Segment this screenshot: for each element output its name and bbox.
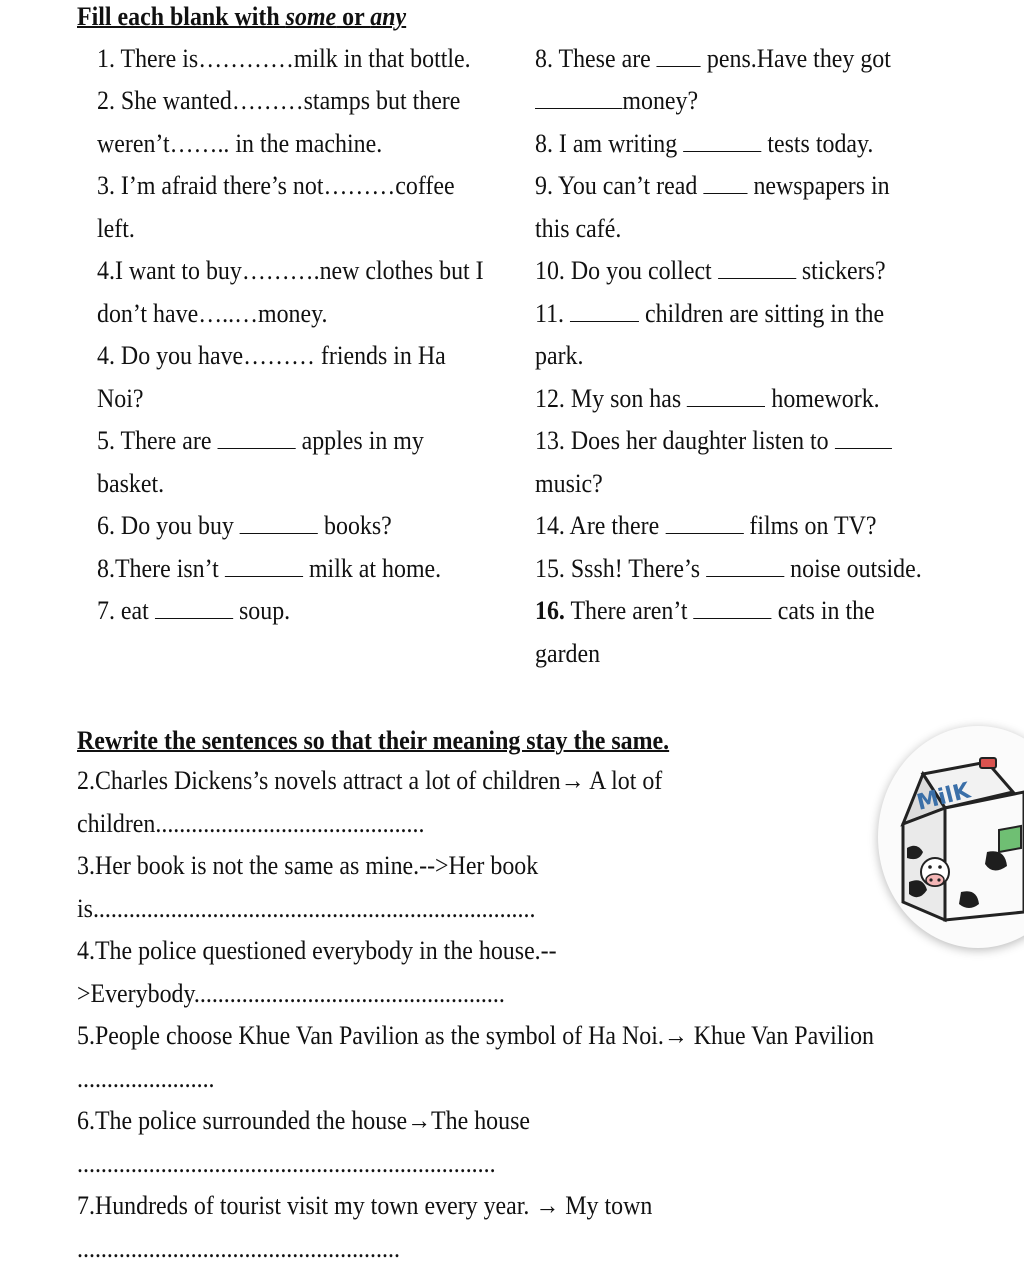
- r8-text-b: pens.Have they got: [706, 44, 891, 73]
- r15-text-b: noise outside.: [790, 554, 922, 583]
- question-right-9: [535, 169, 890, 203]
- rewrite-line: 4.The police questioned everybody in the house.--: [77, 936, 557, 965]
- rewrite-line: 3.Her book is not the same as mine.-->Her book: [77, 851, 539, 880]
- r11-text-a: 11.: [535, 299, 565, 328]
- rewrite-answer-line[interactable]: .......................: [77, 1064, 215, 1093]
- r12-text-b: homework.: [771, 384, 880, 413]
- heading-prefix: Fill each blank with: [77, 2, 286, 31]
- answer-blank[interactable]: [687, 388, 765, 407]
- r11-text-b: children are sitting in the: [644, 299, 885, 328]
- question-right-8: [535, 42, 891, 76]
- question-right-16: [535, 594, 875, 628]
- question-right-13: [535, 424, 892, 458]
- answer-blank[interactable]: [718, 260, 796, 279]
- question-left-4b: 4. Do you have……… friends in Ha: [97, 341, 446, 370]
- answer-blank[interactable]: [155, 600, 233, 619]
- r9-text-b: newspapers in: [753, 171, 890, 200]
- answer-blank[interactable]: [665, 515, 743, 534]
- heading-any: any: [370, 2, 407, 31]
- r10-text-b: stickers?: [801, 256, 886, 285]
- question-left-5-cont: basket.: [97, 469, 165, 498]
- answer-blank[interactable]: [835, 430, 892, 449]
- question-left-5: [97, 424, 424, 458]
- rewrite-answer-line[interactable]: ......................................................: [77, 1234, 400, 1263]
- r16-number: 16.: [535, 596, 565, 625]
- rewrite-answer-line[interactable]: children.............................................: [77, 809, 425, 838]
- rewrite-answer-line[interactable]: >Everybody....................................................: [77, 979, 505, 1008]
- question-right-8b: [535, 127, 873, 161]
- q6-text-b: books?: [324, 511, 392, 540]
- q5-text-a: 5. There are: [97, 426, 212, 455]
- answer-blank[interactable]: [217, 430, 295, 449]
- r14-text-b: films on TV?: [749, 511, 877, 540]
- r16-text-a: There aren’t: [564, 596, 688, 625]
- r12-text-a: 12. My son has: [535, 384, 682, 413]
- answer-blank[interactable]: [240, 515, 318, 534]
- rewrite-answer-line[interactable]: ......................................................................: [77, 1149, 496, 1178]
- r9-text-a: 9. You can’t read: [535, 171, 698, 200]
- r8-text-c: money?: [622, 86, 699, 115]
- question-right-10: [535, 254, 886, 288]
- answer-blank[interactable]: [694, 600, 772, 619]
- r8-text-a: 8. These are: [535, 44, 651, 73]
- question-left-4b-cont: Noi?: [97, 384, 144, 413]
- question-left-3: 3. I’m afraid there’s not………coffee: [97, 171, 455, 200]
- q7-text-a: 7. eat: [97, 596, 149, 625]
- heading-some: some: [285, 2, 337, 31]
- rewrite-line: 2.Charles Dickens’s novels attract a lot of children→ A lot of: [77, 766, 663, 795]
- q6-text-a: 6. Do you buy: [97, 511, 234, 540]
- r15-text-a: 15. Sssh! There’s: [535, 554, 701, 583]
- answer-blank[interactable]: [225, 558, 303, 577]
- question-right-11: [535, 297, 884, 331]
- answer-blank[interactable]: [683, 133, 761, 152]
- question-left-7: [97, 594, 290, 628]
- question-left-1: 1. There is…………milk in that bottle.: [97, 44, 471, 73]
- answer-blank[interactable]: [535, 90, 622, 109]
- answer-blank[interactable]: [657, 48, 701, 67]
- question-left-4: 4.I want to buy……….new clothes but I: [97, 256, 484, 285]
- milk-carton-icon: [895, 752, 1024, 932]
- rewrite-line: 5.People choose Khue Van Pavilion as the symbol of Ha Noi.→ Khue Van Pavilion: [77, 1021, 875, 1050]
- q8-text-b: milk at home.: [308, 554, 442, 583]
- answer-blank[interactable]: [703, 175, 747, 194]
- question-right-8-cont: [535, 84, 698, 118]
- question-left-2: 2. She wanted………stamps but there: [97, 86, 461, 115]
- r10-text-a: 10. Do you collect: [535, 256, 712, 285]
- question-left-4-cont: don’t have…..…money.: [97, 299, 328, 328]
- rewrite-answer-line[interactable]: is..........................................................................: [77, 894, 536, 923]
- r8b-text-a: 8. I am writing: [535, 129, 678, 158]
- question-right-16-cont: garden: [535, 639, 601, 668]
- milk-label: MilK: [914, 778, 973, 816]
- question-right-14: [535, 509, 877, 543]
- question-left-2-cont: weren’t…….. in the machine.: [97, 129, 383, 158]
- answer-blank[interactable]: [706, 558, 784, 577]
- q7-text-b: soup.: [238, 596, 291, 625]
- question-right-12: [535, 382, 880, 416]
- question-right-13-cont: music?: [535, 469, 603, 498]
- r13-text-a: 13. Does her daughter listen to: [535, 426, 829, 455]
- question-right-9-cont: this café.: [535, 214, 622, 243]
- question-right-15: [535, 552, 922, 586]
- r14-text-a: 14. Are there: [535, 511, 660, 540]
- section-heading-rewrite: Rewrite the sentences so that their meaning stay the same.: [77, 726, 670, 755]
- rewrite-line: 6.The police surrounded the house→The house: [77, 1106, 531, 1135]
- question-left-6: [97, 509, 392, 543]
- question-right-11-cont: park.: [535, 341, 584, 370]
- heading-or: or: [336, 2, 371, 31]
- q8-text-a: 8.There isn’t: [97, 554, 219, 583]
- answer-blank[interactable]: [570, 303, 639, 322]
- r16-text-b: cats in the: [777, 596, 875, 625]
- rewrite-line: 7.Hundreds of tourist visit my town every year. → My town: [77, 1191, 653, 1220]
- r8b-text-b: tests today.: [767, 129, 874, 158]
- question-left-8: [97, 552, 441, 586]
- section-heading-some-any: [77, 0, 406, 34]
- question-left-3-cont: left.: [97, 214, 135, 243]
- q5-text-b: apples in my: [301, 426, 424, 455]
